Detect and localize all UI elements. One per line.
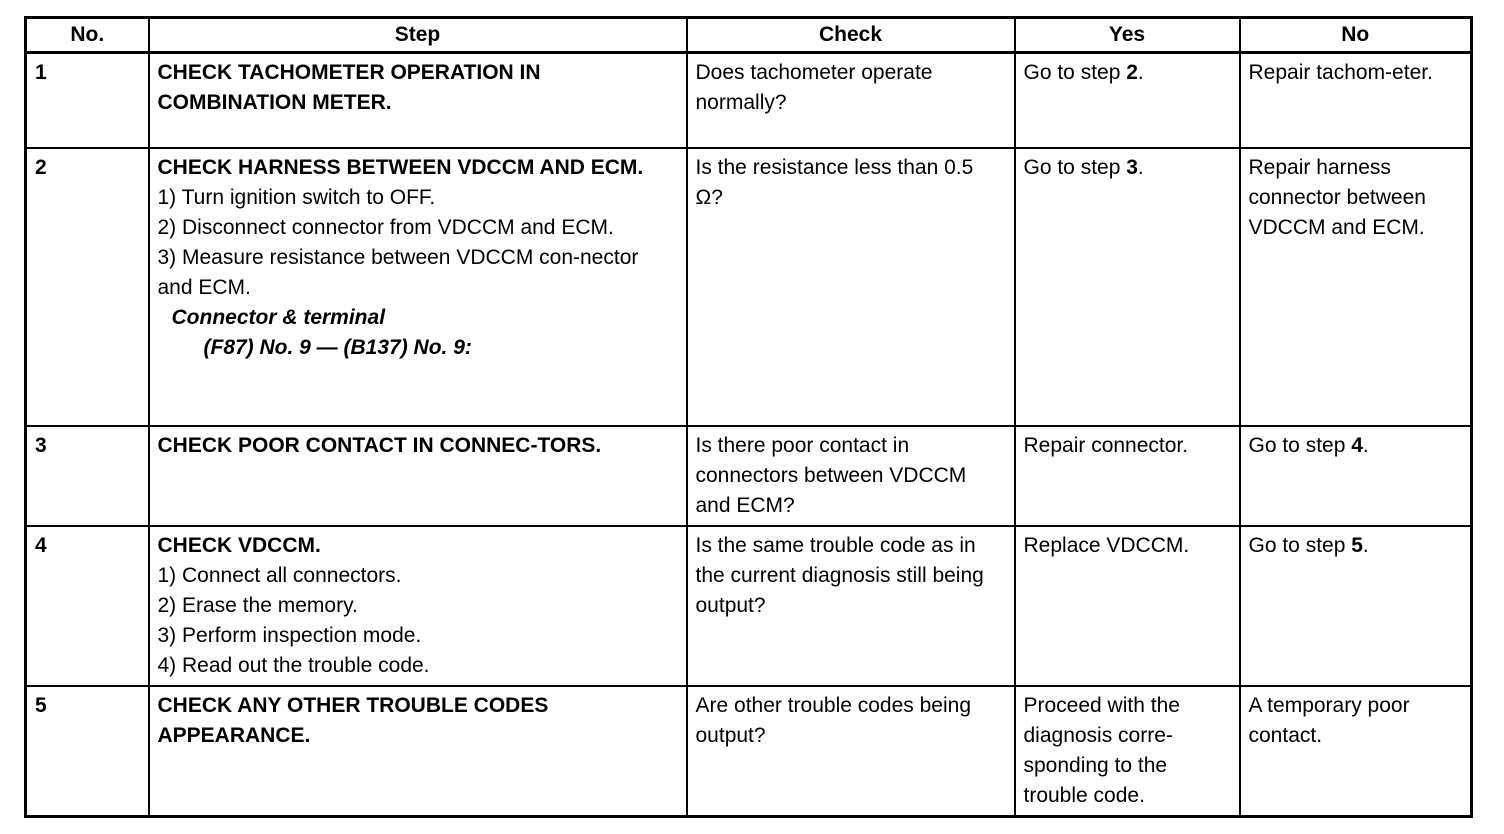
yes-cell: Repair connector. bbox=[1015, 426, 1240, 526]
no-suffix: . bbox=[1362, 433, 1369, 457]
table-row bbox=[26, 686, 1472, 817]
yes-cell: Replace VDCCM. bbox=[1015, 526, 1240, 686]
yes-suffix: . bbox=[1137, 61, 1144, 84]
step-number: 4 bbox=[26, 526, 149, 686]
check-cell: Are other trouble codes being output? bbox=[687, 686, 1015, 817]
no-cell bbox=[1240, 426, 1472, 526]
substep: 3) Measure resistance between VDCCM con-nector and ECM. bbox=[157, 245, 639, 299]
check-cell: Is there poor contact in connectors between VDCCM and ECM? bbox=[687, 426, 1015, 526]
step-title: CHECK HARNESS BETWEEN VDCCM AND ECM. bbox=[157, 155, 644, 179]
yes-step-ref: 2 bbox=[1126, 61, 1138, 84]
table-row bbox=[26, 148, 1472, 426]
no-step-ref: 5 bbox=[1351, 533, 1363, 557]
substep: 1) Turn ignition switch to OFF. bbox=[157, 185, 436, 209]
no-cell bbox=[1240, 526, 1472, 686]
no-cell: Repair harness connector between VDCCM and ECM. bbox=[1240, 148, 1472, 426]
yes-cell: Proceed with the diagnosis corre-sponding to the trouble code. bbox=[1015, 686, 1240, 817]
step-number: 2 bbox=[26, 148, 149, 426]
diagnostic-table bbox=[24, 16, 1473, 818]
no-step-ref: 4 bbox=[1351, 433, 1363, 457]
yes-cell bbox=[1015, 148, 1240, 426]
header-yes: Yes bbox=[1015, 18, 1240, 53]
step-cell bbox=[149, 53, 687, 148]
step-title: CHECK VDCCM. bbox=[157, 533, 321, 557]
step-number: 3 bbox=[26, 426, 149, 526]
step-cell bbox=[149, 526, 687, 686]
step-cell bbox=[149, 686, 687, 817]
connector-terminals: (F87) No. 9 — (B137) No. 9: bbox=[203, 335, 472, 359]
yes-prefix: Go to step bbox=[1023, 155, 1127, 179]
substep: 1) Connect all connectors. bbox=[157, 563, 402, 587]
header-step: Step bbox=[149, 18, 687, 53]
step-number: 1 bbox=[26, 53, 149, 148]
connector-label: Connector & terminal bbox=[171, 305, 386, 329]
check-cell: Is the same trouble code as in the current diagnosis still being output? bbox=[687, 526, 1015, 686]
step-title: CHECK TACHOMETER OPERATION IN COMBINATION METER. bbox=[157, 61, 541, 114]
header-no-result: No bbox=[1240, 18, 1472, 53]
header-no: No. bbox=[26, 18, 149, 53]
no-prefix: Go to step bbox=[1248, 533, 1352, 557]
no-prefix: Go to step bbox=[1248, 433, 1352, 457]
substep: 2) Disconnect connector from VDCCM and ECM. bbox=[157, 215, 614, 239]
header-check: Check bbox=[687, 18, 1015, 53]
check-cell: Does tachometer operate normally? bbox=[687, 53, 1015, 148]
step-cell bbox=[149, 148, 687, 426]
no-suffix: . bbox=[1362, 533, 1369, 557]
step-title: CHECK ANY OTHER TROUBLE CODES APPEARANCE. bbox=[157, 693, 549, 747]
step-cell bbox=[149, 426, 687, 526]
table-row bbox=[26, 53, 1472, 148]
yes-prefix: Go to step bbox=[1023, 61, 1127, 84]
step-number: 5 bbox=[26, 686, 149, 817]
no-cell: Repair tachom-eter. bbox=[1240, 53, 1472, 148]
yes-cell bbox=[1015, 53, 1240, 148]
substep: 3) Perform inspection mode. bbox=[157, 623, 422, 647]
table-row bbox=[26, 526, 1472, 686]
step-title: CHECK POOR CONTACT IN CONNEC-TORS. bbox=[157, 433, 602, 457]
substep: 2) Erase the memory. bbox=[157, 593, 358, 617]
yes-suffix: . bbox=[1137, 155, 1144, 179]
substep: 4) Read out the trouble code. bbox=[157, 653, 430, 677]
check-cell: Is the resistance less than 0.5 Ω? bbox=[687, 148, 1015, 426]
no-cell: A temporary poor contact. bbox=[1240, 686, 1472, 817]
yes-step-ref: 3 bbox=[1126, 155, 1138, 179]
header-row bbox=[26, 18, 1472, 53]
table-row bbox=[26, 426, 1472, 526]
